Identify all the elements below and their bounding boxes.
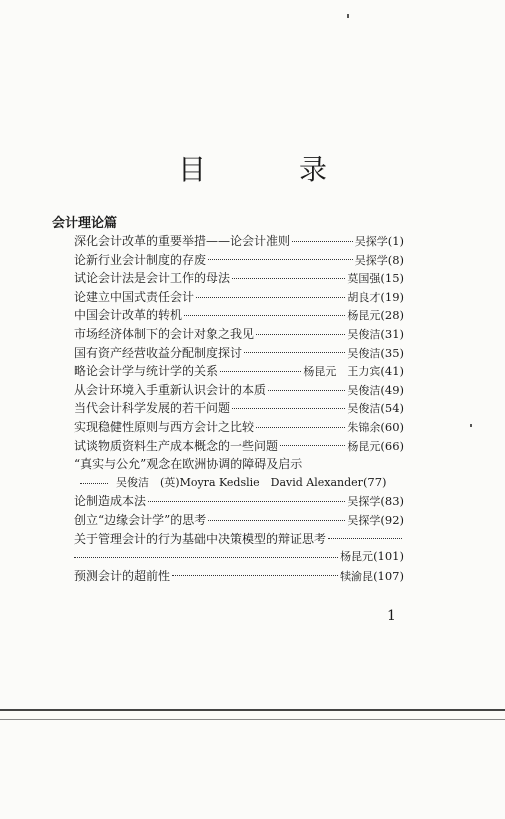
leader-dots (196, 297, 345, 298)
toc-entry (74, 381, 404, 400)
entry-author: 吴探学 (354, 253, 388, 267)
toc-entry (74, 567, 404, 586)
scan-speck (347, 14, 349, 18)
leader-dots (268, 390, 345, 391)
entry-page: (54) (380, 401, 404, 416)
entry-author: 吴俊洁 (347, 402, 381, 416)
entry-author: 吴探学 (347, 495, 381, 509)
leader-dots (232, 408, 345, 409)
entry-title: 中国会计改革的转机 (74, 308, 183, 323)
entry-title: 略论会计学与统计学的关系 (74, 364, 219, 379)
toc-entry (74, 362, 404, 381)
leader-dots (184, 315, 345, 316)
entry-page: (92) (380, 512, 404, 527)
entry-page: (83) (380, 494, 404, 509)
entry-author: 朱锦余 (347, 420, 381, 434)
entry-page: (15) (380, 271, 404, 286)
toc-entry (74, 306, 404, 325)
entry-title: “真实与公允”观念在欧洲协调的障碍及启示 (74, 457, 303, 472)
entry-author: 吴探学 (354, 235, 388, 248)
entry-page: (77) (362, 474, 387, 489)
entry-title: 试论会计法是会计工作的母法 (74, 271, 231, 286)
entry-author: 吴探学 (347, 513, 381, 527)
entry-title: 从会计环境入手重新认识会计的本质 (74, 382, 267, 397)
toc-entry (74, 530, 404, 549)
entry-author: 杨昆元 (347, 439, 381, 453)
entry-title: 关于管理会计的行为基础中决策模型的辩证思考 (74, 531, 327, 546)
entry-title: 论新行业会计制度的存废 (74, 252, 207, 267)
leader-dots (148, 501, 345, 502)
entry-page: (35) (380, 345, 404, 360)
entry-page: (107) (373, 568, 404, 583)
page-number: 1 (387, 608, 396, 624)
leader-dots (244, 352, 345, 353)
toc-entry-continuation (74, 548, 404, 567)
entry-page: (28) (380, 308, 404, 323)
entry-author: 莫国强 (347, 272, 381, 286)
entry-author: 犊渝昆 (340, 569, 374, 583)
toc-entry (74, 418, 404, 437)
toc-entry (74, 251, 404, 270)
leader-dots (80, 483, 108, 484)
toc-entry (74, 399, 404, 418)
leader-dots (292, 241, 353, 242)
toc-entry (74, 232, 404, 251)
leader-dots (280, 445, 345, 446)
entry-author: 胡良才 (347, 290, 381, 304)
entry-title: 论制造成本法 (74, 494, 147, 509)
entry-title: 市场经济体制下的会计对象之我见 (74, 326, 255, 341)
toc-entry (74, 511, 404, 530)
leader-dots (328, 538, 402, 539)
entry-authors: 吴俊洁 (英)Moyra Kedslie David Alexander (116, 475, 363, 489)
entry-title: 创立“边缘会计学”的思考 (74, 512, 207, 527)
leader-dots (220, 371, 301, 372)
toc-entry (74, 288, 404, 307)
scan-edge-line (0, 719, 505, 720)
toc-entry (74, 492, 404, 511)
leader-dots (256, 427, 345, 428)
entry-author: 吴俊洁 (347, 346, 381, 360)
entry-page: (41) (380, 364, 404, 379)
entry-page: (8) (387, 252, 404, 267)
entry-title: 国有资产经营收益分配制度探讨 (74, 345, 243, 360)
toc-entry (74, 269, 404, 288)
entry-title: 当代会计科学发展的若干问题 (74, 401, 231, 416)
entry-title: 深化会计改革的重要举措——论会计准则 (74, 234, 291, 248)
entry-page: (19) (380, 289, 404, 304)
leader-dots (208, 520, 345, 521)
entry-page: (31) (380, 326, 404, 341)
entry-author: 杨昆元 (340, 550, 374, 564)
leader-dots (172, 575, 338, 576)
toc-entry (74, 455, 404, 474)
entry-title: 实现稳健性原则与西方会计之比较 (74, 419, 255, 434)
entry-author: 杨昆元 王力宾 (303, 365, 381, 379)
toc-entry (74, 344, 404, 363)
leader-dots (74, 557, 338, 558)
leader-dots (208, 259, 353, 260)
entry-page: (66) (380, 438, 404, 453)
entry-title: 试谈物质资料生产成本概念的一些问题 (74, 438, 279, 453)
entry-page: (101) (373, 549, 404, 564)
entry-page: (1) (387, 234, 404, 248)
leader-dots (232, 278, 345, 279)
entry-author: 吴俊洁 (347, 383, 381, 397)
entry-title: 预测会计的超前性 (74, 568, 171, 583)
entry-author: 吴俊洁 (347, 327, 381, 341)
toc-entry (74, 437, 404, 456)
toc-entry-continuation (74, 474, 404, 493)
page-title: 目 录 (178, 153, 369, 186)
entry-page: (49) (380, 382, 404, 397)
entry-title: 论建立中国式责任会计 (74, 289, 195, 304)
entry-page: (60) (380, 419, 404, 434)
scan-speck (470, 424, 472, 427)
scan-edge-line (0, 709, 505, 711)
leader-dots (256, 334, 345, 335)
toc-list (74, 232, 404, 585)
section-heading: 会计理论篇 (52, 216, 118, 231)
toc-entry (74, 325, 404, 344)
entry-author: 杨昆元 (347, 309, 381, 323)
